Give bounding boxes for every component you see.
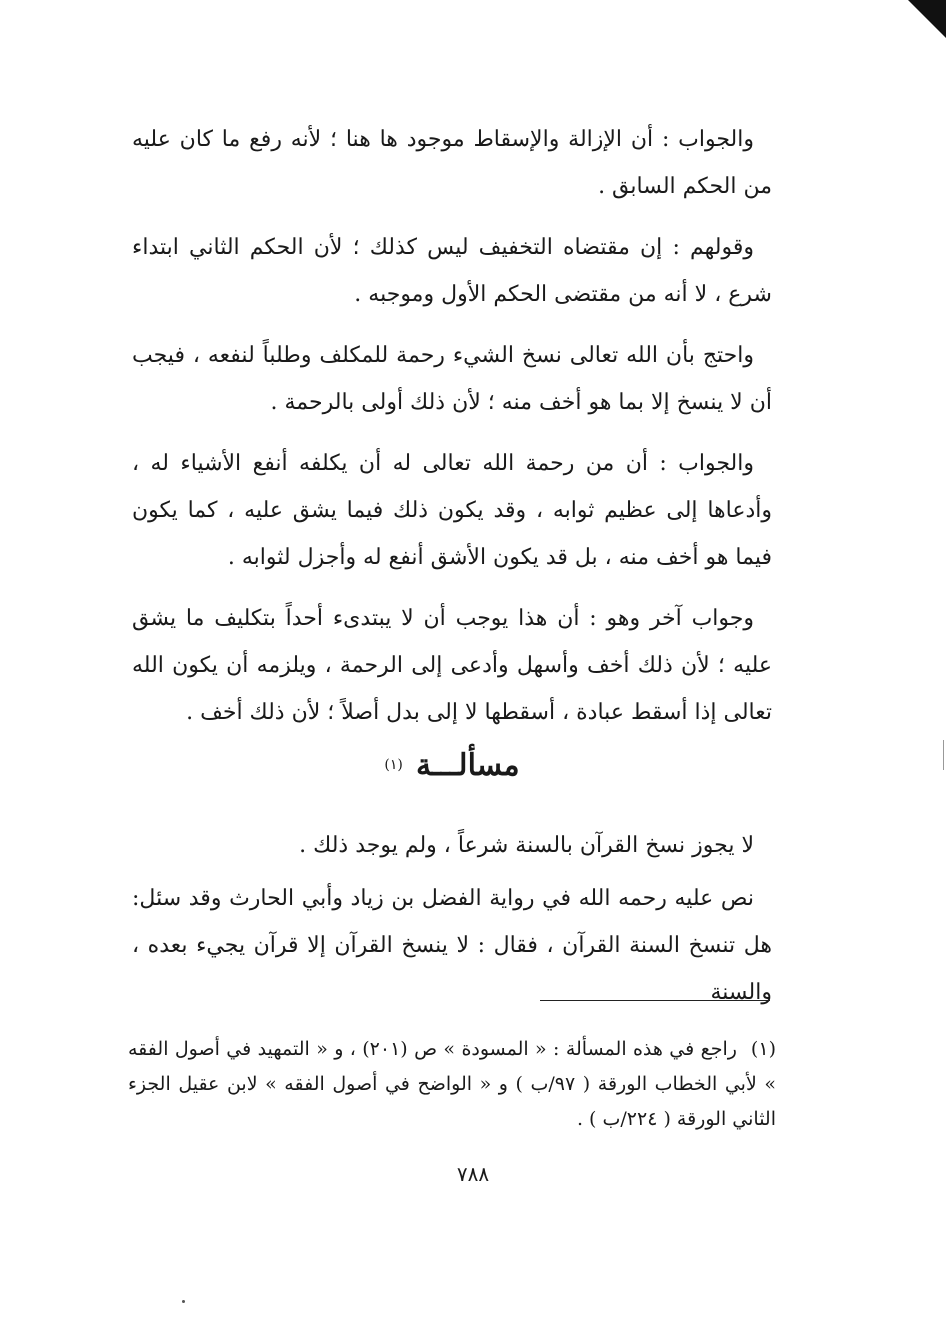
paragraph-ruling: لا يجوز نسخ القرآن بالسنة شرعاً ، ولم يوجد ذلك . xyxy=(299,833,754,858)
section-title: مسألـــة xyxy=(415,748,520,783)
paragraph-their-saying: وقولهم : إن مقتضاه التخفيف ليس كذلك ؛ لأن الحكم الثاني ابتداء شرع ، لا أنه من مقتضى الحكم الأول وموجبه . xyxy=(132,235,772,307)
scan-edge-mark xyxy=(943,740,944,770)
paragraph-argument-mercy: واحتج بأن الله تعالى نسخ الشيء رحمة للمكلف وطلباً لنفعه ، فيجب أن لا ينسخ إلا بما هو أخف منه ؛ لأن ذلك أولى بالرحمة . xyxy=(132,343,772,415)
main-text-upper xyxy=(132,116,772,736)
paragraph-text-narration: نص عليه رحمه الله في رواية الفضل بن زياد وأبي الحارث وقد سئل: هل تنسخ السنة القرآن ، فقال : لا ينسخ القرآن إلا قرآن يجيء بعده ، والسنة xyxy=(132,886,772,1005)
paragraph-answer-removal: والجواب : أن الإزالة والإسقاط موجود ها هنا ؛ لأنه رفع ما كان عليه من الحكم السابق . xyxy=(132,127,772,199)
scan-speck xyxy=(182,1300,185,1303)
heading-footnote-ref: (١) xyxy=(384,756,403,773)
footnote xyxy=(128,1032,776,1137)
paragraph-another-answer: وجواب آخر وهو : أن هذا يوجب أن لا يبتدىء أحداً بتكليف ما يشق عليه ؛ لأن ذلك أخف وأسهل وأدعى إلى الرحمة ، ويلزمه أن يكون الله تعالى إذا أسقط عبادة ، أسقطها لا إلى بدل أصلاً ؛ لأن ذلك أخف . xyxy=(132,606,772,725)
page-number: ٧٨٨ xyxy=(456,1162,490,1186)
footnote-text: راجع في هذه المسألة : « المسودة » ص (٢٠١) ، و « التمهيد في أصول الفقه » لأبي الخطاب الورقة ( ٩٧/ب ) و « الواضح في أصول الفقه » لابن عقيل الجزء الثاني الورقة ( ٢٢٤/ب ) . xyxy=(128,1038,776,1130)
footnote-divider xyxy=(540,1000,770,1001)
main-text-lower xyxy=(132,822,772,1016)
paragraph-answer-mercy: والجواب : أن من رحمة الله تعالى له أن يكلفه أنفع الأشياء له ، وأدعاها إلى عظيم ثوابه ، وقد يكون ذلك فيما يشق عليه ، كما يكون فيما هو أخف منه ، بل قد يكون الأشق أنفع له وأجزل لثوابه . xyxy=(132,451,772,570)
page-corner-mark xyxy=(908,0,946,38)
footnote-marker: (١) xyxy=(750,1038,776,1060)
section-heading xyxy=(132,748,772,783)
